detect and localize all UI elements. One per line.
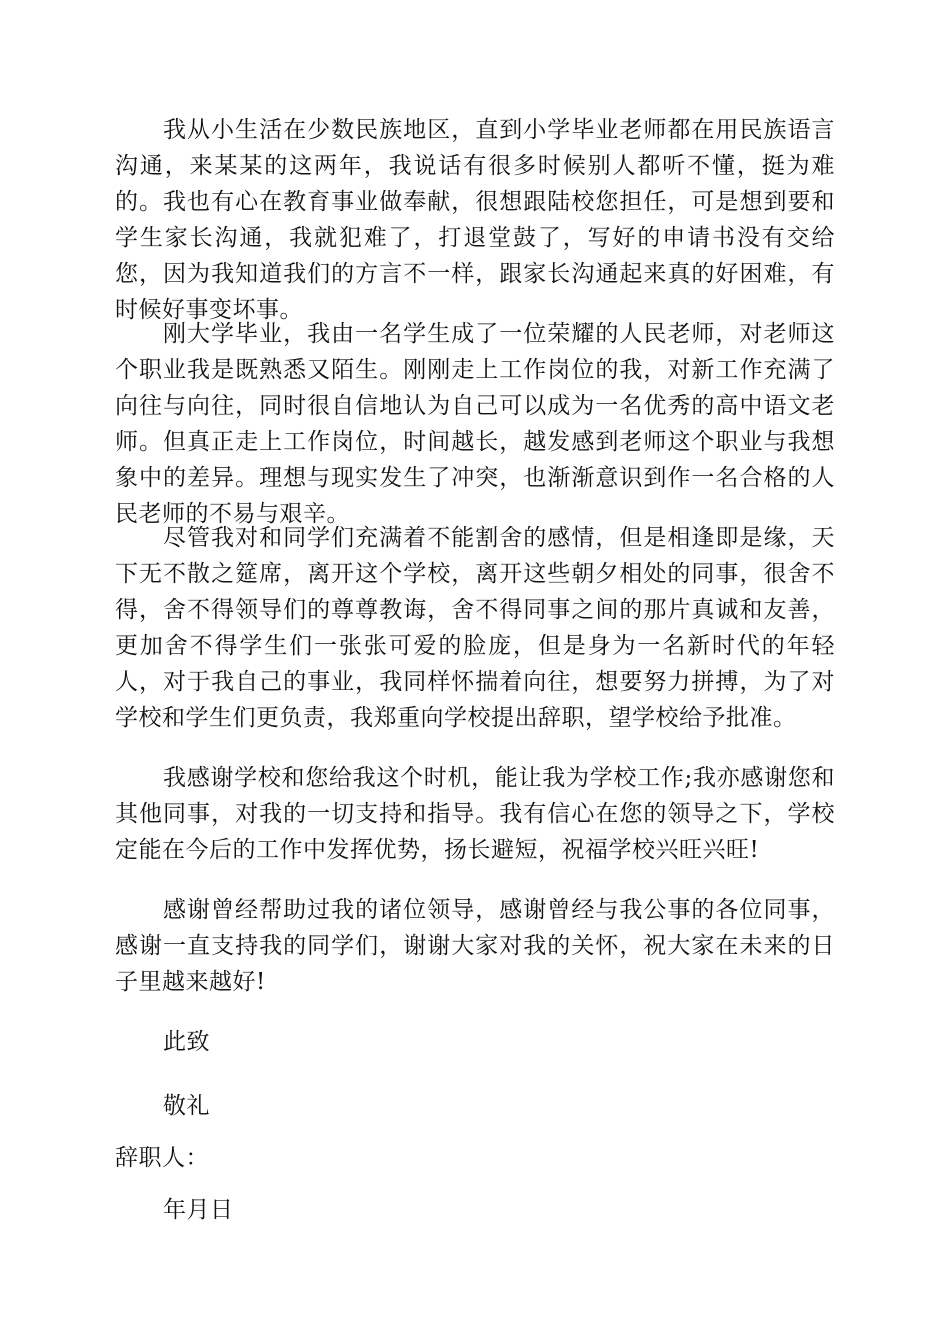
date-label: 年月日 bbox=[163, 1197, 234, 1223]
closing-regards: 敬礼 bbox=[163, 1093, 210, 1119]
signer-label: 辞职人： bbox=[115, 1145, 209, 1171]
body-paragraph-1: 我从小生活在少数民族地区，直到小学毕业老师都在用民族语言沟通，来某某的这两年，我说话有很多时候别人都听不懂，挺为难的。我也有心在教育事业做奉献，很想跟陆校您担任，可是想到要和学生家长沟通，我就犯难了，打退堂鼓了，写好的申请书没有交给您，因为我知道我们的方言不一样，跟家长沟通起来真的好困难，有时候好事变坏事。 bbox=[115, 117, 835, 323]
closing-salutation: 此致 bbox=[163, 1029, 210, 1055]
body-paragraph-5: 感谢曾经帮助过我的诸位领导，感谢曾经与我公事的各位同事，感谢一直支持我的同学们，谢谢大家对我的关怀，祝大家在未来的日子里越来越好! bbox=[115, 897, 835, 995]
body-paragraph-3: 尽管我对和同学们充满着不能割舍的感情，但是相逢即是缘，天下无不散之筵席，离开这个学校，离开这些朝夕相处的同事，很舍不得，舍不得领导们的尊尊教诲，舍不得同事之间的那片真诚和友善，更加舍不得学生们一张张可爱的脸庞，但是身为一名新时代的年轻人，对于我自己的事业，我同样怀揣着向往，想要努力拼搏，为了对学校和学生们更负责，我郑重向学校提出辞职，望学校给予批准。 bbox=[115, 525, 835, 731]
body-paragraph-2: 刚大学毕业，我由一名学生成了一位荣耀的人民老师，对老师这个职业我是既熟悉又陌生。刚刚走上工作岗位的我，对新工作充满了向往与向往，同时很自信地认为自己可以成为一名优秀的高中语文老师。但真正走上工作岗位，时间越长，越发感到老师这个职业与我想象中的差异。理想与现实发生了冲突，也渐渐意识到作一名合格的人民老师的不易与艰辛。 bbox=[115, 321, 835, 527]
body-paragraph-4: 我感谢学校和您给我这个时机，能让我为学校工作;我亦感谢您和其他同事，对我的一切支持和指导。我有信心在您的领导之下，学校定能在今后的工作中发挥优势，扬长避短，祝福学校兴旺兴旺! bbox=[115, 765, 835, 863]
